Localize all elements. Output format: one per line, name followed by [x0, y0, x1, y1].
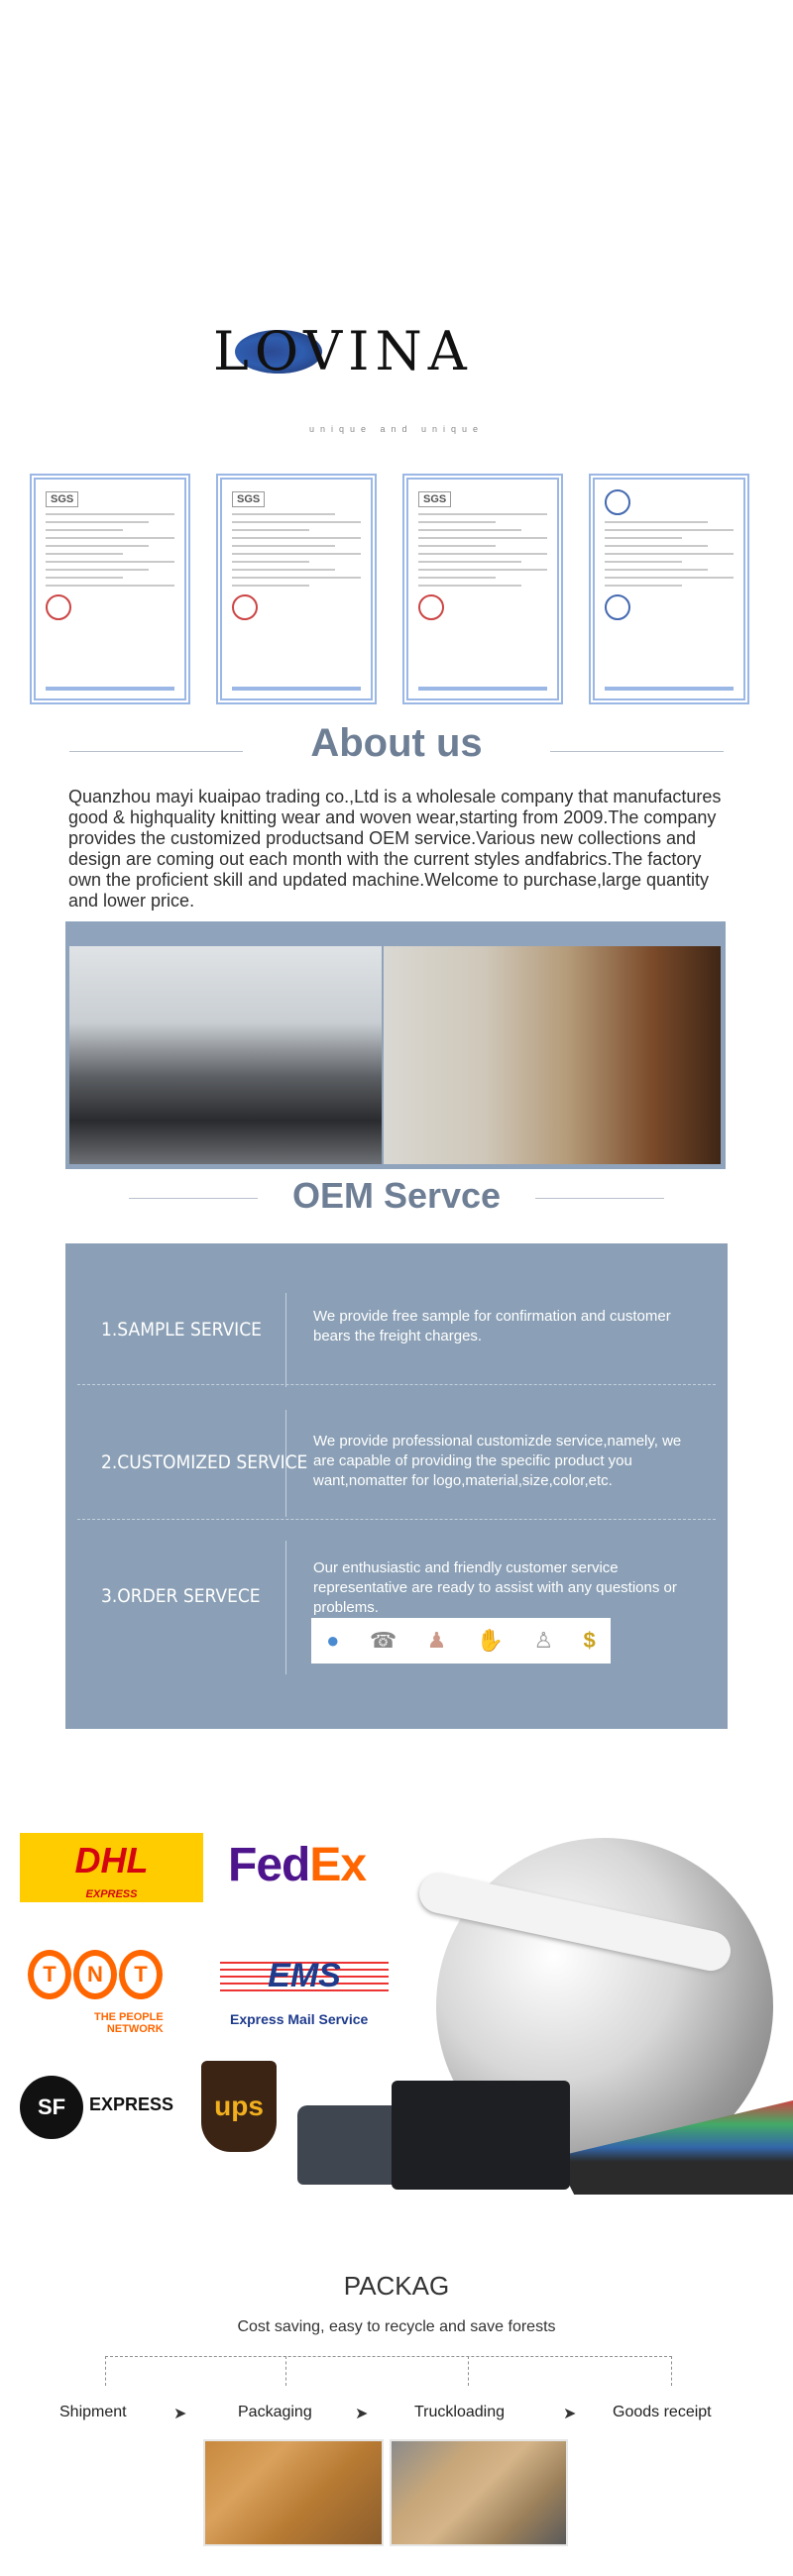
cert-mark: SGS [418, 491, 451, 507]
service-desc-customized: We provide professional customizde service,namely, we are capable of providing the specific product you want,nomatter for logo,material,size,color,etc. [313, 1433, 682, 1489]
package-subtitle: Cost saving, easy to recycle and save forests [237, 2318, 556, 2335]
certificate-2 [216, 474, 377, 704]
arrow-right-icon: ➤ [355, 2406, 369, 2422]
dhl-logo: DHL EXPRESS [20, 1833, 203, 1902]
certificate-1 [30, 474, 190, 704]
service-panel [65, 1243, 728, 1729]
step-truckloading: Truckloading [414, 2404, 506, 2420]
globe-icon: ● [326, 1628, 340, 1653]
oem-title: OEM Servce [291, 1175, 502, 1216]
tnt-tagline: THE PEOPLE NETWORK [94, 2011, 164, 2035]
ems-tagline: Express Mail Service [230, 2011, 369, 2027]
ems-logo: EMS [220, 1957, 389, 1994]
seal-icon [605, 594, 630, 620]
about-text: Quanzhou mayi kuaipao trading co.,Ltd is a wholesale company that manufactures good & highquality knitting wear and woven wear,starting from 2009.The company provides the customized productsand OEM service.Various new collections and design are coming out each month with the current styles andfabrics.The factory own the proficient skill and updated machine.Welcome to purchase,large quantity and lower price. [68, 787, 722, 911]
team-photo [69, 946, 382, 1164]
team-icon: ♙ [533, 1628, 554, 1653]
package-title: PACKAG [343, 2271, 450, 2301]
cert-mark: SGS [232, 491, 265, 507]
service-desc-sample: We provide free sample for confirmation and customer bears the freight charges. [313, 1308, 671, 1344]
cert-mark: SGS [46, 491, 78, 507]
fedex-logo: FedEx [228, 1839, 367, 1891]
service-title-customized: 2.CUSTOMIZED SERVICE [101, 1451, 308, 1473]
person-icon: ♟ [426, 1628, 447, 1653]
logo-tagline: unique and unique [308, 424, 485, 434]
service-title-sample: 1.SAMPLE SERVICE [101, 1319, 262, 1341]
arrow-right-icon: ➤ [563, 2406, 577, 2422]
pallet-boxes-photo [390, 2439, 568, 2546]
logo-text: LOVINA [213, 320, 473, 382]
truck-illustration [392, 2081, 570, 2190]
about-title: About us [310, 721, 483, 765]
brand-logo [213, 322, 580, 381]
service-title-order: 3.ORDER SERVECE [101, 1585, 261, 1607]
flow-connector [105, 2356, 672, 2386]
step-packaging: Packaging [238, 2404, 312, 2420]
dollar-icon: $ [583, 1628, 596, 1653]
service-icons-strip [311, 1618, 611, 1664]
handshake-icon: ✋ [476, 1628, 505, 1653]
step-goods-receipt: Goods receipt [613, 2404, 712, 2420]
step-shipment: Shipment [59, 2404, 127, 2420]
office-photo [384, 946, 721, 1164]
certificate-4 [589, 474, 749, 704]
support-icon: ☎ [369, 1628, 397, 1653]
stamp-icon [418, 594, 444, 620]
stamp-icon [232, 594, 258, 620]
service-desc-order: Our enthusiastic and friendly customer service representative are ready to assist with any questions or problems. [313, 1559, 677, 1616]
packed-boxes-photo [203, 2439, 384, 2546]
sf-logo: SF [20, 2076, 83, 2139]
certificate-3 [402, 474, 563, 704]
arrow-right-icon: ➤ [173, 2406, 187, 2422]
tnt-logo: T N T [28, 1950, 167, 2007]
badge-icon [605, 489, 630, 515]
ups-logo: ups [201, 2061, 277, 2152]
sf-express-text: EXPRESS [89, 2094, 174, 2114]
stamp-icon [46, 594, 71, 620]
